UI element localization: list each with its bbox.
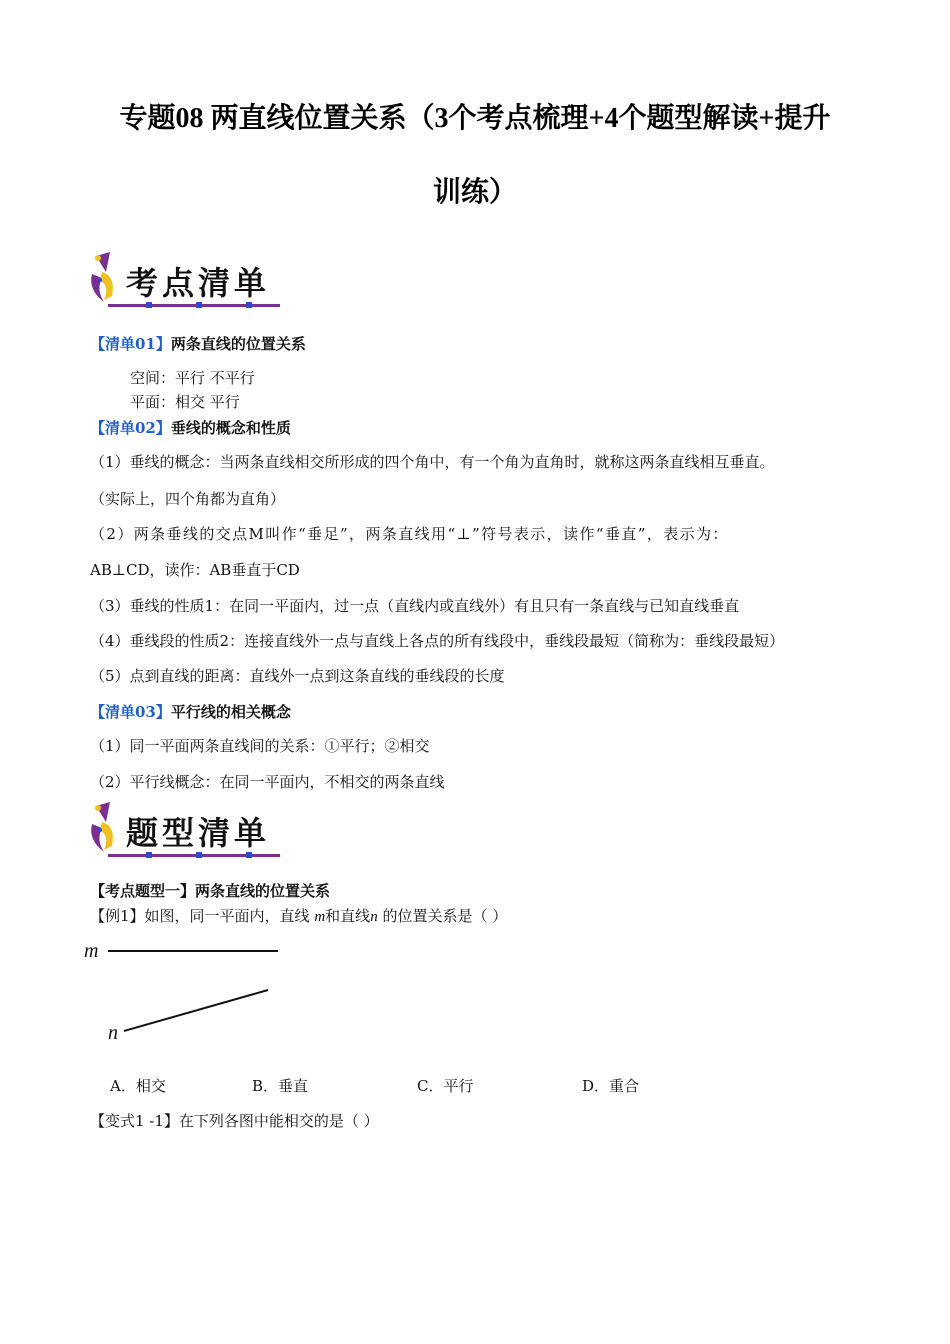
kaodian-banner-text: 考点清单 (126, 264, 271, 302)
example-1-figure (80, 935, 290, 1050)
tixing-banner (86, 800, 286, 866)
option-d[interactable]: D．重合 (582, 1077, 640, 1095)
section-02-line: AB⊥CD，读作：AB垂直于CD (90, 561, 300, 579)
label-m: m (84, 940, 99, 962)
option-b[interactable]: B．垂直 (252, 1077, 309, 1095)
question-type-header (90, 880, 330, 901)
var-n: n (370, 909, 378, 925)
section-01-line: 空间：平行 不平行 (130, 369, 255, 387)
section-03-header (90, 701, 291, 722)
example-1-question: 【例1】如图，同一平面内，直线 m和直线n 的位置关系是（ ） (90, 907, 508, 925)
page-title-line1: 专题08 两直线位置关系（3个考点梳理+4个题型解读+提升 (119, 103, 831, 134)
option-a[interactable]: A．相交 (110, 1077, 166, 1095)
section-02-line: （5）点到直线的距离：直线外一点到这条直线的垂线段的长度 (90, 667, 505, 685)
section-03-tag: 【清单03】 (90, 703, 171, 721)
section-02-heading: 垂线的概念和性质 (170, 419, 291, 437)
section-02-tag: 【清单02】 (90, 419, 171, 437)
kaodian-banner (86, 250, 286, 316)
variant-1-1-question: 【变式1 -1】在下列各图中能相交的是（ ） (90, 1112, 379, 1130)
line-n (124, 990, 268, 1031)
wizard-mascot-icon (91, 802, 113, 852)
section-02-line: （2）两条垂线的交点M叫作“垂足”，两条直线用“⊥”符号表示，读作“垂直”，表示为： (90, 525, 729, 543)
section-02-line: （1）垂线的概念：当两条直线相交所形成的四个角中，有一个角为直角时，就称这两条直线相互垂直。 (90, 453, 775, 471)
label-n: n (108, 1022, 118, 1044)
section-01-heading: 两条直线的位置关系 (170, 335, 306, 353)
section-02-line: （3）垂线的性质1：在同一平面内，过一点（直线内或直线外）有且只有一条直线与已知直线垂直 (90, 597, 740, 615)
section-03-line: （2）平行线概念：在同一平面内，不相交的两条直线 (90, 773, 445, 791)
section-01-tag: 【清单01】 (90, 335, 171, 353)
section-03-heading: 平行线的相关概念 (170, 703, 291, 721)
section-02-line: （4）垂线段的性质2：连接直线外一点与直线上各点的所有线段中，垂线段最短（简称为：垂线段最短） (90, 632, 785, 650)
tixing-banner-text: 题型清单 (126, 814, 271, 852)
var-m: m (314, 909, 326, 925)
section-01-header (90, 333, 306, 354)
section-03-line: （1）同一平面两条直线间的关系：①平行；②相交 (90, 737, 430, 755)
question-type-heading: 两条直线的位置关系 (195, 882, 331, 900)
question-type-tag: 【考点题型一】 (90, 882, 196, 900)
option-c[interactable]: C．平行 (417, 1077, 474, 1095)
page-title-line2: 训练） (432, 177, 517, 208)
section-01-line: 平面：相交 平行 (130, 393, 240, 411)
section-02-line: （实际上，四个角都为直角） (90, 490, 286, 508)
section-02-header (90, 417, 291, 438)
wizard-mascot-icon (91, 252, 113, 302)
